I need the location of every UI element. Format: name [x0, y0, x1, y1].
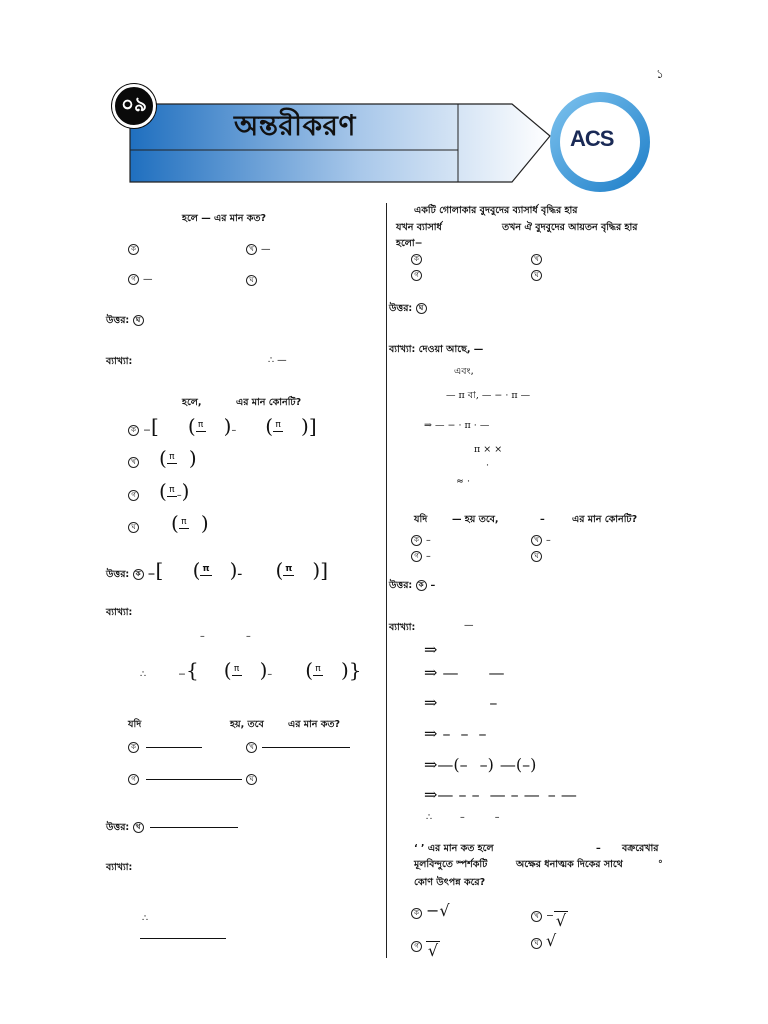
q5-question-c: –: [540, 514, 545, 525]
q3-question-a: যদি: [128, 719, 142, 730]
q3-option-d: ঘ: [246, 774, 261, 786]
q3-c-fraction-line: [146, 779, 242, 780]
q3-a-fraction-line: [146, 747, 202, 748]
q5-question-a: যদি: [414, 514, 428, 525]
q5-step-2: ⇒ — —: [424, 663, 505, 682]
q4-explain: ব্যাখ্যা: দেওয়া আছে, —: [389, 344, 484, 355]
q5-step-6: ⇒— – – — – — – —: [424, 785, 577, 804]
q2-explain-dash-2: –: [246, 631, 251, 642]
q4-option-c: গ: [411, 270, 426, 282]
q5-option-b: খ –: [531, 535, 551, 547]
q2-option-b: খ ( π ): [128, 448, 197, 474]
q5-option-a: ক –: [411, 535, 431, 547]
q3-option-b: খ: [246, 742, 261, 754]
q2-question-a: হলে,: [182, 397, 202, 408]
q1-option-c: গ —: [128, 274, 153, 286]
q4-explain-dot: ·: [486, 460, 490, 471]
q6-line1b: –: [596, 843, 601, 854]
q2-option-a: ক −[ ( π )– ( π )]: [128, 416, 317, 442]
q5-step-7: ∴ – –: [426, 812, 500, 823]
q6-line2c: °: [658, 859, 663, 870]
q6-line2a: মূলবিন্দুতে স্পর্শকটি: [414, 859, 488, 870]
q2-answer: উত্তর: ক −[ ( π )– ( π )]: [106, 558, 328, 582]
q2-explain-final: ∴ −{ ( π )– ( π )}: [140, 658, 362, 682]
q3-explain-fraction-line: [140, 938, 226, 939]
q4-line2a: যখন ব্যাসার্ধ: [396, 222, 442, 233]
acs-logo: ACS: [570, 126, 614, 151]
q5-question-b: — হয় তবে,: [452, 514, 499, 525]
q5-step-5: ⇒—(– –) —(–): [424, 755, 537, 774]
column-divider: [386, 203, 387, 958]
q5-explain-text: —: [464, 620, 474, 631]
q6-line1a: ‘ ’ এর মান কত হলে: [414, 843, 494, 854]
q1-question: হলে — এর মান কত?: [182, 213, 267, 224]
q1-answer: উত্তর: ঘ: [106, 315, 148, 327]
chapter-banner: [112, 84, 668, 200]
q4-option-a: ক: [411, 254, 426, 266]
q3-question-b: হয়, তবে: [230, 719, 264, 730]
q3-answer-fraction-line: [150, 827, 238, 828]
q5-answer: উত্তর: ক –: [389, 580, 436, 591]
q6-line1c: বক্ররেখার: [622, 843, 659, 854]
q5-question-d: এর মান কোনটি?: [572, 514, 638, 525]
q3-explain-therefore: ∴: [142, 913, 149, 924]
q3-explain-label: ব্যাখ্যা:: [106, 862, 133, 873]
q5-step-1: ⇒: [424, 640, 438, 659]
q6-option-a: ক −√: [411, 902, 450, 920]
q6-line2b: অক্ষের ধনাত্মক দিকের সাথে: [516, 859, 623, 870]
q1-option-d: ঘ: [246, 275, 261, 287]
q4-explain-times: π × ×: [474, 444, 503, 455]
page-number: ১: [656, 67, 664, 81]
q4-explain-and: এবং,: [454, 366, 474, 377]
q4-answer: উত্তর: ঘ: [389, 303, 431, 315]
q6-option-b: খ − √: [531, 902, 568, 930]
q4-line3: হলো−: [396, 238, 423, 249]
q3-option-a: ক: [128, 742, 143, 754]
q3-answer: উত্তর: খ: [106, 822, 148, 834]
chapter-number: ০৯: [112, 84, 156, 128]
q1-explain-text: ∴ —: [268, 355, 287, 366]
q5-option-c: গ –: [411, 551, 431, 563]
chapter-title: অন্তরীকরণ: [234, 109, 356, 142]
q6-option-c: গ √: [411, 932, 440, 960]
q1-option-a: ক: [128, 244, 143, 256]
q5-step-3: ⇒ –: [424, 693, 498, 712]
q6-line3: কোণ উৎপন্ন করে?: [414, 877, 486, 888]
q3-question-c: এর মান কত?: [288, 719, 341, 730]
q1-explain-label: ব্যাখ্যা:: [106, 356, 133, 367]
q4-line1: একটি গোলাকার বুদবুদের ব্যাসার্ধ বৃদ্ধির হার: [414, 205, 578, 216]
q4-explain-arrow: ⇒ — − · π · —: [424, 420, 490, 431]
q5-option-d: ঘ: [531, 551, 546, 563]
q4-option-b: খ: [531, 254, 546, 266]
q2-explain-label: ব্যাখ্যা:: [106, 607, 133, 618]
q4-explain-approx: ≈ ·: [456, 476, 470, 487]
q2-explain-dash-1: –: [200, 631, 205, 642]
q5-explain-label: ব্যাখ্যা:: [389, 622, 416, 633]
q4-line2b: তখন ঐ বুদবুদের আয়তন বৃদ্ধির হার: [502, 222, 638, 233]
q2-option-d: ঘ ( π ): [128, 513, 209, 539]
q2-option-c: গ ( π –): [128, 481, 189, 507]
q2-question-b: এর মান কোনটি?: [236, 397, 302, 408]
q1-option-b: খ —: [246, 244, 271, 256]
q4-option-d: ঘ: [531, 270, 546, 282]
q5-step-4: ⇒ – – –: [424, 724, 487, 743]
q4-explain-pi: — π বা, — − · π —: [446, 390, 531, 401]
q3-option-c: গ: [128, 774, 143, 786]
q3-b-fraction-line: [262, 747, 350, 748]
q6-option-d: ঘ √: [531, 932, 556, 950]
